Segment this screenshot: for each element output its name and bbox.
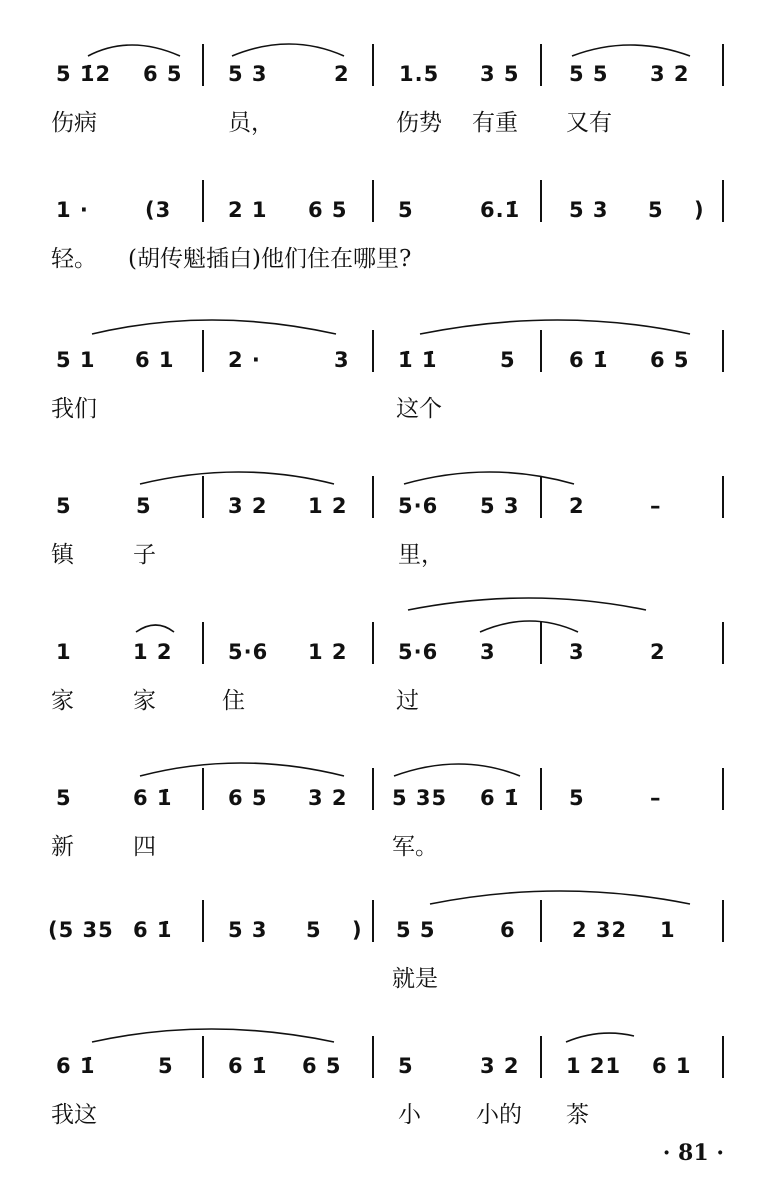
lyric: 镇 xyxy=(51,542,74,568)
lyric: 四 xyxy=(133,834,156,860)
note-group: 5 xyxy=(306,918,322,942)
note-group: 5 xyxy=(56,494,72,518)
lyric: 新 xyxy=(51,834,74,860)
note-group: 6 1 xyxy=(652,1054,692,1078)
lyric: 有重 xyxy=(472,110,518,136)
lyric: 家 xyxy=(51,688,74,714)
lyric: 家 xyxy=(133,688,156,714)
note-group: 1.5 xyxy=(399,62,440,86)
note-group: 6 1̇ xyxy=(133,786,173,810)
score-system-2 xyxy=(0,198,772,338)
note-group: 6 5 xyxy=(308,198,348,222)
note-group: 5 3 xyxy=(228,62,268,86)
note-group: 5 xyxy=(569,786,585,810)
note-group: (5 35 xyxy=(48,918,114,942)
lyric: 就是 xyxy=(392,966,438,992)
slur-marks xyxy=(0,588,772,648)
lyric: 这个 xyxy=(396,396,442,422)
lyric: 伤势 xyxy=(396,110,442,136)
note-group: 6 1̇ xyxy=(133,918,173,942)
note-group: 1̇ 1̇ xyxy=(398,348,438,372)
note-group: 6.1̇ xyxy=(480,198,521,222)
note-group: 3 xyxy=(334,348,350,372)
note-group: 3 xyxy=(480,640,496,664)
lyric: 过 xyxy=(396,688,419,714)
note-group: 1 · xyxy=(56,198,89,222)
note-group: 5 1̇2 xyxy=(56,62,112,86)
lyric: 员， xyxy=(228,110,274,136)
note-group: ) xyxy=(352,918,363,942)
score-system-1 xyxy=(0,62,772,202)
note-group: 5 5 xyxy=(396,918,436,942)
slur-marks xyxy=(0,318,772,378)
note-group: 1 2 xyxy=(308,494,348,518)
barline xyxy=(540,180,542,222)
barline xyxy=(372,180,374,222)
note-group: 6 1̇ xyxy=(228,1054,268,1078)
note-group: 5·6 xyxy=(398,494,439,518)
note-group: ) xyxy=(694,198,705,222)
barline-end xyxy=(722,180,724,222)
note-group: 5 5 xyxy=(569,62,609,86)
slur-marks xyxy=(0,464,772,524)
lyric: 我们 xyxy=(51,396,97,422)
slur-marks xyxy=(0,1022,772,1082)
note-group: 2 xyxy=(569,494,585,518)
note-group: – xyxy=(650,786,662,810)
note-group: 5 xyxy=(56,786,72,810)
lyric: 又有 xyxy=(566,110,612,136)
note-group: 1 xyxy=(660,918,676,942)
note-group: 6 5 xyxy=(650,348,690,372)
note-group: (3 xyxy=(145,198,172,222)
note-group: 5 xyxy=(158,1054,174,1078)
lyric: 子 xyxy=(133,542,156,568)
note-group: 2 32 xyxy=(572,918,628,942)
slur-marks xyxy=(0,754,772,814)
note-group: 5 3 xyxy=(569,198,609,222)
lyric: 我这 xyxy=(51,1102,97,1128)
note-group: 5 xyxy=(136,494,152,518)
note-group: 2 xyxy=(334,62,350,86)
lyric: 轻。 xyxy=(51,246,97,272)
note-group: 5 xyxy=(398,198,414,222)
barline xyxy=(202,180,204,222)
lyric: 小的 xyxy=(476,1102,522,1128)
note-group: 6 1̇ xyxy=(480,786,520,810)
lyric: (胡传魁插白)他们住在哪里? xyxy=(128,246,412,272)
note-group: 6 5 xyxy=(302,1054,342,1078)
note-group: 6 1̇ xyxy=(569,348,609,372)
note-group: 3 2 xyxy=(308,786,348,810)
note-group: 5·6 xyxy=(228,640,269,664)
note-group: 5·6 xyxy=(398,640,439,664)
note-group: 5 xyxy=(500,348,516,372)
note-group: 6 1 xyxy=(135,348,175,372)
note-group: 1 21 xyxy=(566,1054,622,1078)
note-group: 1 xyxy=(56,640,72,664)
note-group: 5 1 xyxy=(56,348,96,372)
note-group: 6 5 xyxy=(143,62,183,86)
note-group: 6 5 xyxy=(228,786,268,810)
note-group: 5 35 xyxy=(392,786,448,810)
lyric: 茶 xyxy=(566,1102,589,1128)
note-group: 2 xyxy=(650,640,666,664)
score-system-8 xyxy=(0,1054,772,1194)
note-group: 1 2 xyxy=(308,640,348,664)
note-group: 2 · xyxy=(228,348,261,372)
note-group: 3 5 xyxy=(480,62,520,86)
lyric: 里， xyxy=(398,542,444,568)
lyric: 住 xyxy=(222,688,245,714)
page-number: · 81 · xyxy=(662,1140,724,1166)
note-group: – xyxy=(650,494,662,518)
note-group: 5 3 xyxy=(480,494,520,518)
lyric: 伤病 xyxy=(51,110,97,136)
lyric: 小 xyxy=(398,1102,421,1128)
slur-marks xyxy=(0,42,772,102)
note-group: 1 2 xyxy=(133,640,173,664)
note-group: 5 xyxy=(398,1054,414,1078)
note-group: 6 xyxy=(500,918,516,942)
note-group: 3 2 xyxy=(480,1054,520,1078)
note-group: 6 1̇ xyxy=(56,1054,96,1078)
note-group: 3 xyxy=(569,640,585,664)
note-group: 5 3 xyxy=(228,918,268,942)
note-group: 5 xyxy=(648,198,664,222)
slur-marks xyxy=(0,884,772,944)
note-group: 3 2 xyxy=(228,494,268,518)
note-group: 3 2 xyxy=(650,62,690,86)
lyric: 军。 xyxy=(392,834,438,860)
note-group: 2 1 xyxy=(228,198,268,222)
